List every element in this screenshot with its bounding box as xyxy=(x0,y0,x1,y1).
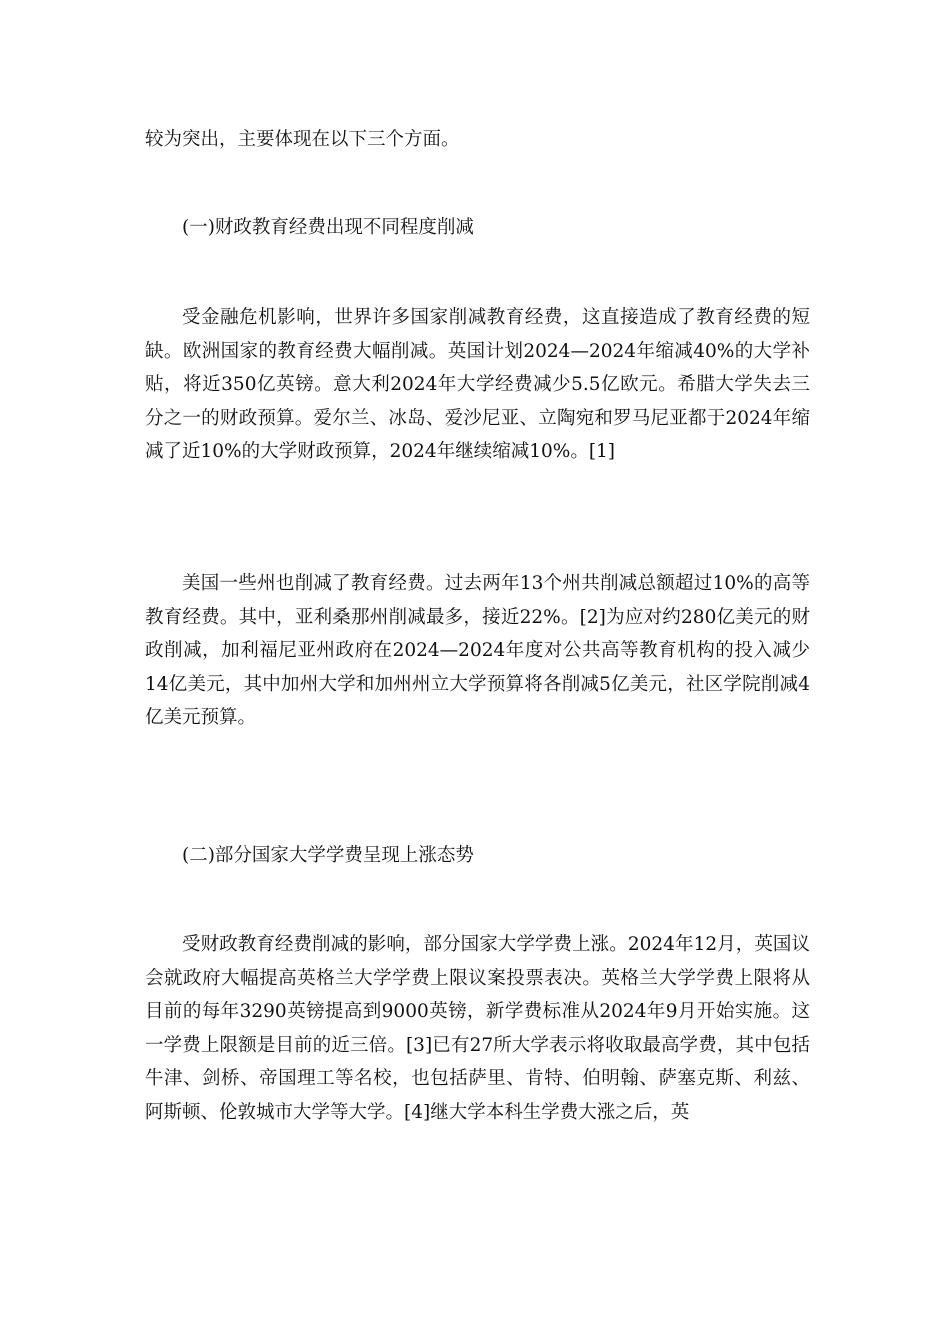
paragraph-us-cuts: 美国一些州也削减了教育经费。过去两年13个州共削减总额超过10%的高等教育经费。其中，亚利桑那州削减最多，接近22%。[2]为应对约280亿美元的财政削减，加利福尼亚州政府在2024—2024年度对公共高等教育机构的投入减少14亿美元，其中加州大学和加州州立大学预算将各削减5亿美元，社区学院削减4亿美元预算。 xyxy=(145,573,810,728)
paragraph-tuition-rise: 受财政教育经费削减的影响，部分国家大学学费上涨。2024年12月，英国议会就政府大幅提高英格兰大学学费上限议案投票表决。英格兰大学学费上限将从目前的每年3290英镑提高到9000英镑，新学费标准从2024年9月开始实施。这一学费上限额是目前的近三倍。[3]已有27所大学表示将收取最高学费，其中包括牛津、剑桥、帝国理工等名校，也包括萨里、肯特、伯明翰、萨塞克斯、利兹、阿斯顿、伦敦城市大学等大学。[4]继大学本科生学费大涨之后，英 xyxy=(145,934,810,1123)
paragraph-intro-tail: 较为突出，主要体现在以下三个方面。 xyxy=(145,129,460,150)
section-heading-1: (一)财政教育经费出现不同程度削减 xyxy=(182,217,474,238)
section-heading-2: (二)部分国家大学学费呈现上涨态势 xyxy=(182,845,474,866)
paragraph-europe-cuts: 受金融危机影响，世界许多国家削减教育经费，这直接造成了教育经费的短缺。欧洲国家的教育经费大幅削减。英国计划2024—2024年缩减40%的大学补贴，将近350亿英镑。意大利2024年大学经费减少5.5亿欧元。希腊大学失去三分之一的财政预算。爱尔兰、冰岛、爱沙尼亚、立陶宛和罗马尼亚都于2024年缩减了近10%的大学财政预算，2024年继续缩减10%。[1] xyxy=(145,307,810,462)
